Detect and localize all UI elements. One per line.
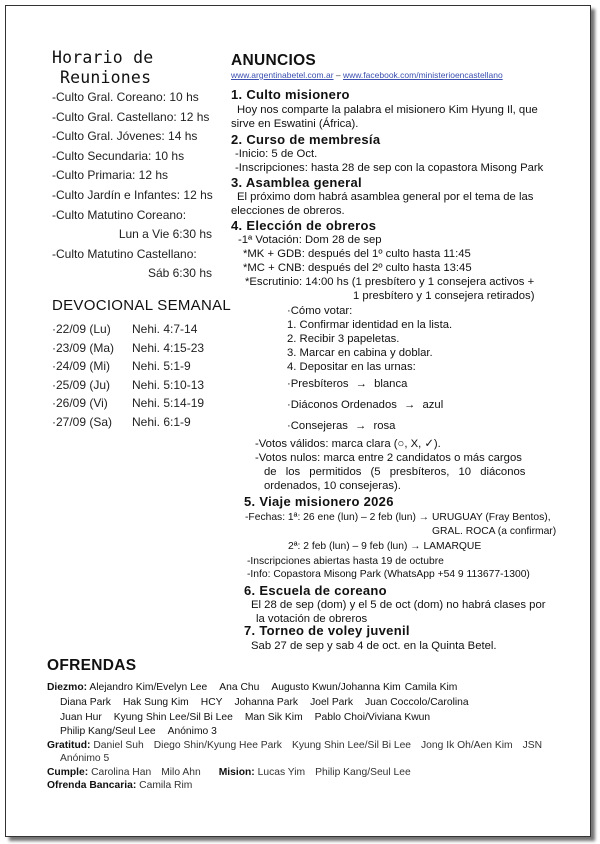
votacion-line: -1ª Votación: Dom 28 de sep bbox=[238, 234, 382, 246]
donor-name: Diana Park bbox=[60, 697, 111, 708]
donor-name: Juan Hur bbox=[60, 712, 102, 723]
facebook-link[interactable]: www.facebook.com/ministerioencastellano bbox=[342, 70, 503, 80]
donor-name: Man Sik Kim bbox=[244, 712, 303, 723]
donor-name: Milo Ahn bbox=[161, 767, 201, 778]
horario-item: -Culto Gral. Coreano: 10 hs bbox=[52, 90, 199, 104]
horario-item: -Culto Gral. Castellano: 12 hs bbox=[52, 109, 210, 124]
donor-name: Jong Ik Oh/Aen Kim bbox=[421, 740, 513, 751]
viaje-line: 2ª: 2 feb (lun) – 9 feb (lun) → LAMARQUE bbox=[288, 541, 482, 552]
horario-item: -Culto Matutino Coreano: bbox=[52, 207, 187, 222]
urna-presbiteros bbox=[287, 377, 407, 391]
donor-name: Diego Shin/Kyung Hee Park bbox=[153, 740, 282, 751]
diezmo-line bbox=[47, 682, 469, 693]
donor-name: Kyung Shin Lee/Sil Bi Lee bbox=[113, 712, 233, 723]
diezmo-label: Diezmo: bbox=[47, 682, 88, 693]
donor-name: Camila Rim bbox=[139, 780, 193, 791]
horario-item: -Culto Gral. Jóvenes: 14 hs bbox=[52, 129, 198, 144]
urna-label: ·Presbíteros bbox=[287, 378, 349, 390]
donor-name: Hak Sung Kim bbox=[122, 697, 189, 708]
devocional-date: ·26/09 (Vi) bbox=[52, 396, 108, 410]
devocional-date: ·25/09 (Ju) bbox=[52, 377, 111, 392]
diezmo-line bbox=[60, 726, 229, 737]
section-text: Sab 27 de sep y sab 4 de oct. en la Quinta Betel. bbox=[251, 640, 497, 652]
votacion-line: *MC + CNB: después del 2º culto hasta 13:45 bbox=[243, 262, 472, 274]
section-heading: 3. Asamblea general bbox=[231, 175, 362, 190]
votos-nulos: de los permitidos (5 presbíteros, 10 diáconos bbox=[264, 466, 526, 478]
gratitud-line bbox=[47, 740, 552, 751]
horario-item: -Culto Jardín e Infantes: 12 hs bbox=[52, 187, 213, 202]
viaje-line: -Info: Copastora Misong Park (WhatsApp +54 9 113677-1300) bbox=[247, 569, 530, 580]
donor-name: Johanna Park bbox=[234, 697, 299, 708]
devocional-list bbox=[52, 320, 204, 431]
ofrendas-title: OFRENDAS bbox=[47, 657, 137, 674]
votacion-line: *Escrutinio: 14:00 hs (1 presbítero y 1 consejera activos + bbox=[245, 276, 535, 288]
devocional-row bbox=[52, 357, 204, 376]
urna-consejeras bbox=[287, 419, 395, 433]
horario-item: -Culto Secundaria: 10 hs bbox=[52, 148, 185, 163]
section-text: la votación de obreros bbox=[256, 613, 368, 625]
devocional-row bbox=[52, 413, 204, 432]
devocional-title: DEVOCIONAL SEMANAL bbox=[52, 297, 232, 314]
donor-name: Ana Chu bbox=[219, 682, 260, 693]
horario-item-time: Sáb 6:30 hs bbox=[147, 266, 212, 281]
section-text: -Inscripciones: hasta 28 de sep con la copastora Misong Park bbox=[235, 162, 544, 174]
donor-name: Lucas Yim bbox=[257, 767, 306, 778]
devocional-ref: Nehi. 4:7-14 bbox=[132, 322, 198, 336]
urna-color: azul bbox=[422, 399, 444, 411]
votos-nulos: -Votos nulos: marca entre 2 candidatos o más cargos bbox=[255, 452, 522, 464]
devocional-date: ·24/09 (Mi) bbox=[52, 359, 111, 373]
donor-name: Carolina Han bbox=[91, 767, 152, 778]
horario-item: -Culto Primaria: 12 hs bbox=[52, 168, 169, 183]
arrow-right-icon: → bbox=[355, 378, 367, 390]
urna-color: blanca bbox=[374, 378, 408, 390]
section-heading: 7. Torneo de voley juvenil bbox=[244, 623, 410, 638]
devocional-ref: Nehi. 5:14-19 bbox=[132, 396, 205, 410]
devocional-ref: Nehi. 4:15-23 bbox=[132, 340, 205, 355]
section-heading: 1. Culto misionero bbox=[231, 87, 350, 102]
section-heading: 4. Elección de obreros bbox=[231, 218, 377, 233]
cumple-mision-line bbox=[47, 767, 421, 778]
voting-step: 2. Recibir 3 papeletas. bbox=[287, 333, 400, 345]
donor-name: Juan Coccolo/Carolina bbox=[365, 697, 469, 708]
diezmo-line bbox=[60, 712, 442, 723]
devocional-row bbox=[52, 339, 204, 358]
urna-label: ·Consejeras bbox=[287, 420, 348, 432]
urna-label: ·Diáconos Ordenados bbox=[287, 399, 397, 411]
diezmo-line bbox=[60, 697, 481, 708]
gratitud-label: Gratitud: bbox=[47, 740, 91, 751]
section-heading: 2. Curso de membresía bbox=[231, 132, 381, 147]
devocional-ref: Nehi. 6:1-9 bbox=[132, 414, 191, 429]
donor-name: Augusto Kwun/Johanna Kim bbox=[271, 682, 401, 693]
arrow-right-icon: → bbox=[355, 420, 367, 432]
donor-name: Pablo Choi/Viviana Kwun bbox=[314, 712, 431, 723]
donor-name: Philip Kang/Seul Lee bbox=[315, 767, 411, 778]
voting-step: 1. Confirmar identidad en la lista. bbox=[287, 319, 453, 331]
horario-title-line2: Reuniones bbox=[60, 68, 152, 87]
donor-name: HCY bbox=[200, 697, 223, 708]
donor-name: Camila Kim bbox=[404, 682, 458, 693]
voting-step: 3. Marcar en cabina y doblar. bbox=[287, 347, 433, 359]
horario-title-line1: Horario de bbox=[52, 48, 154, 67]
section-text: Hoy nos comparte la palabra el misionero Kim Hyung Il, que bbox=[237, 104, 538, 116]
donor-name: Kyung Shin Lee/Sil Bi Lee bbox=[291, 740, 412, 751]
devocional-row bbox=[52, 376, 204, 395]
section-text: sirve en Eswatini (África). bbox=[231, 118, 359, 130]
arrow-right-icon: → bbox=[404, 399, 416, 411]
urna-diaconos bbox=[287, 398, 443, 412]
devocional-row bbox=[52, 320, 204, 339]
donor-name: Anónimo 3 bbox=[167, 726, 217, 737]
website-link[interactable]: www.argentinabetel.com.ar bbox=[231, 70, 334, 80]
section-text: El 28 de sep (dom) y el 5 de oct (dom) no habrá clases por bbox=[251, 599, 546, 611]
anuncios-title: ANUNCIOS bbox=[231, 52, 317, 69]
viaje-line: -Inscripciones abiertas hasta 19 de octubre bbox=[247, 556, 444, 567]
horario-item: -Culto Matutino Castellano: bbox=[52, 246, 197, 261]
bancaria-label: Ofrenda Bancaria: bbox=[47, 780, 137, 791]
gratitud-line bbox=[60, 753, 119, 764]
section-text: El próximo dom habrá asamblea general por el tema de las bbox=[237, 191, 534, 203]
devocional-row bbox=[52, 394, 204, 413]
urna-color: rosa bbox=[373, 420, 396, 432]
devocional-date: ·27/09 (Sa) bbox=[52, 414, 113, 429]
section-text: -Inicio: 5 de Oct. bbox=[235, 148, 318, 160]
donor-name: Anónimo 5 bbox=[60, 753, 110, 764]
votos-nulos: ordenados, 10 consejeras). bbox=[264, 480, 401, 492]
donor-name: Alejandro Kim/Evelyn Lee bbox=[89, 682, 208, 693]
donor-name: Daniel Suh bbox=[93, 740, 144, 751]
donor-name: Joel Park bbox=[310, 697, 353, 708]
devocional-ref: Nehi. 5:1-9 bbox=[132, 359, 191, 373]
horario-title bbox=[52, 48, 153, 88]
como-votar-label: ·Cómo votar: bbox=[287, 305, 353, 317]
mision-label: Mision: bbox=[218, 767, 255, 778]
votacion-line: 1 presbítero y 1 consejera retirados) bbox=[353, 290, 535, 302]
votos-validos: -Votos válidos: marca clara (○, X, ✓). bbox=[255, 438, 441, 450]
section-heading: 5. Viaje misionero 2026 bbox=[244, 494, 394, 509]
horario-list bbox=[52, 88, 213, 284]
devocional-date: ·22/09 (Lu) bbox=[52, 322, 111, 336]
cumple-label: Cumple: bbox=[47, 767, 89, 778]
link-separator: – bbox=[333, 70, 343, 80]
devocional-ref: Nehi. 5:10-13 bbox=[132, 377, 205, 392]
votacion-line: *MK + GDB: después del 1º culto hasta 11:45 bbox=[243, 248, 471, 260]
viaje-line: GRAL. ROCA (a confirmar) bbox=[432, 526, 557, 537]
donor-name: Philip Kang/Seul Lee bbox=[60, 726, 156, 737]
voting-step: 4. Depositar en las urnas: bbox=[287, 361, 416, 373]
donor-name: JSN bbox=[522, 740, 543, 751]
bancaria-line bbox=[47, 780, 202, 791]
viaje-line: -Fechas: 1ª: 26 ene (lun) – 2 feb (lun) → URUGUAY (Fray Bentos), bbox=[245, 512, 551, 523]
section-text: elecciones de obreros. bbox=[231, 205, 345, 217]
horario-item-time: Lun a Vie 6:30 hs bbox=[118, 227, 212, 242]
devocional-date: ·23/09 (Ma) bbox=[52, 340, 115, 355]
anuncios-links bbox=[231, 70, 503, 80]
section-heading: 6. Escuela de coreano bbox=[244, 583, 387, 598]
